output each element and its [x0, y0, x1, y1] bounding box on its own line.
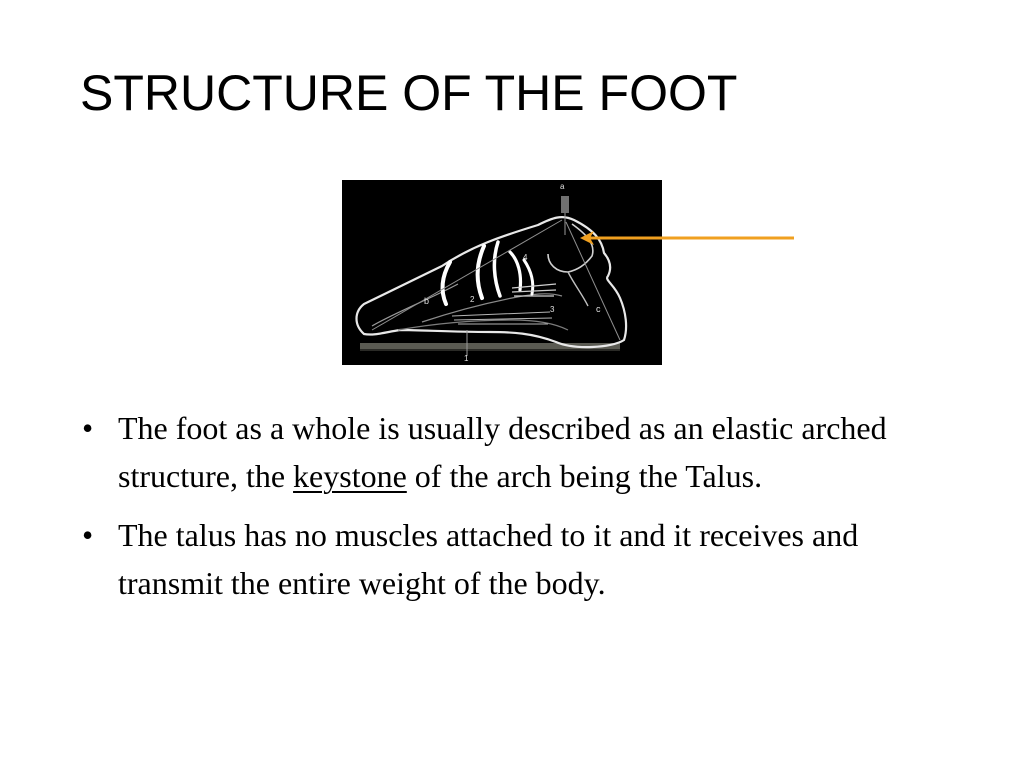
label-c: c	[596, 304, 601, 314]
foot-arch-diagram	[342, 180, 662, 365]
label-a: a	[560, 182, 565, 191]
label-4: 4	[523, 253, 528, 262]
label-b: b	[424, 296, 430, 306]
bullet-item	[80, 511, 910, 607]
bullet-icon: •	[82, 517, 94, 553]
bullet-text-end: of the arch being the Talus.	[406, 458, 763, 494]
bullet-icon: •	[82, 410, 94, 446]
bullet-text: The talus has no muscles attached to it and it receives and transmit the entire weight of the body.	[118, 517, 859, 601]
load-marker	[561, 196, 569, 213]
bullet-list	[80, 404, 910, 618]
label-3: 3	[550, 305, 555, 314]
keystone-term: keystone	[293, 458, 407, 494]
bullet-text-start: The foot as a whole is usually described as an elastic arched structure, the	[118, 410, 887, 494]
foot-skeleton-image	[342, 180, 662, 365]
label-1: 1	[464, 354, 469, 363]
slide-title: STRUCTURE OF THE FOOT	[80, 65, 738, 121]
label-2: 2	[470, 295, 475, 304]
bullet-item	[80, 404, 910, 500]
orange-arrow-icon	[578, 226, 798, 250]
